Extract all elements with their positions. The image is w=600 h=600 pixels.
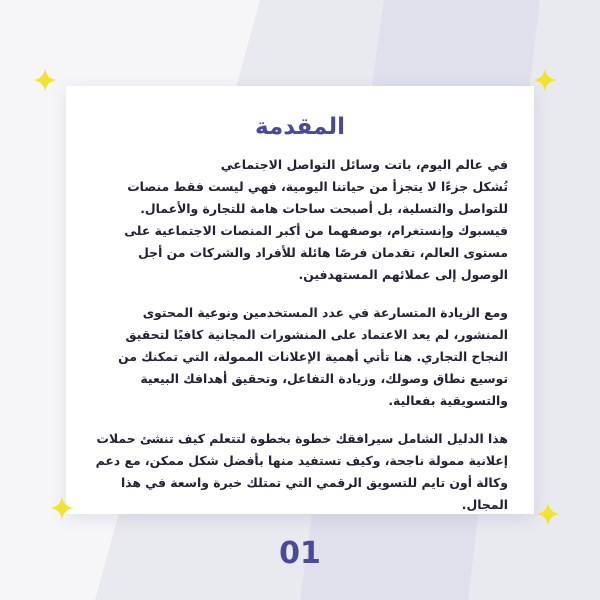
document-content xyxy=(92,112,508,512)
page-number: 01 xyxy=(279,536,321,571)
paragraph-intro xyxy=(92,154,508,286)
sparkle-icon xyxy=(49,495,75,521)
sparkle-icon xyxy=(32,67,58,93)
paragraph-body: تُشكل جزءًا لا يتجزأ من حياتنا اليومية، فهي ليست فقط منصات للتواصل والتسلية، بل أصبحت ساحات هامة للتجارة والأعمال. فيسبوك وإنستغرام، بوصفهما من أكبر المنصات الاجتماعية على مستوى العالم، تقدمان فرصًا هائلة للأفراد والشركات من أجل الوصول إلى عملائهم المستهدفين. xyxy=(124,179,508,282)
paragraph-guide: هذا الدليل الشامل سيرافقك خطوة بخطوة لتتعلم كيف تنشئ حملات إعلانية ممولة ناجحة، وكيف تستفيد منها بأفضل شكل ممكن، مع دعم وكالة أون تايم للتسويق الرقمي التي تمتلك خبرة واسعة في هذا المجال. xyxy=(95,431,508,512)
sparkle-icon xyxy=(535,501,561,527)
sparkle-icon xyxy=(532,67,558,93)
paragraph-first-line: في عالم اليوم، باتت وسائل التواصل الاجتماعي xyxy=(220,157,508,172)
paragraph-paid-ads: ومع الزيادة المتسارعة في عدد المستخدمين ونوعية المحتوى المنشور، لم يعد الاعتماد على المنشورات المجانية كافيًا لتحقيق النجاح التجاري. هنا تأتي أهمية الإعلانات الممولة، التي تمكنك من توسيع نطاق وصولك، وزيادة التفاعل، وتحقيق أهدافك البيعية والتسويقية بفعالية. xyxy=(118,305,508,408)
page-title: المقدمة xyxy=(255,114,345,140)
